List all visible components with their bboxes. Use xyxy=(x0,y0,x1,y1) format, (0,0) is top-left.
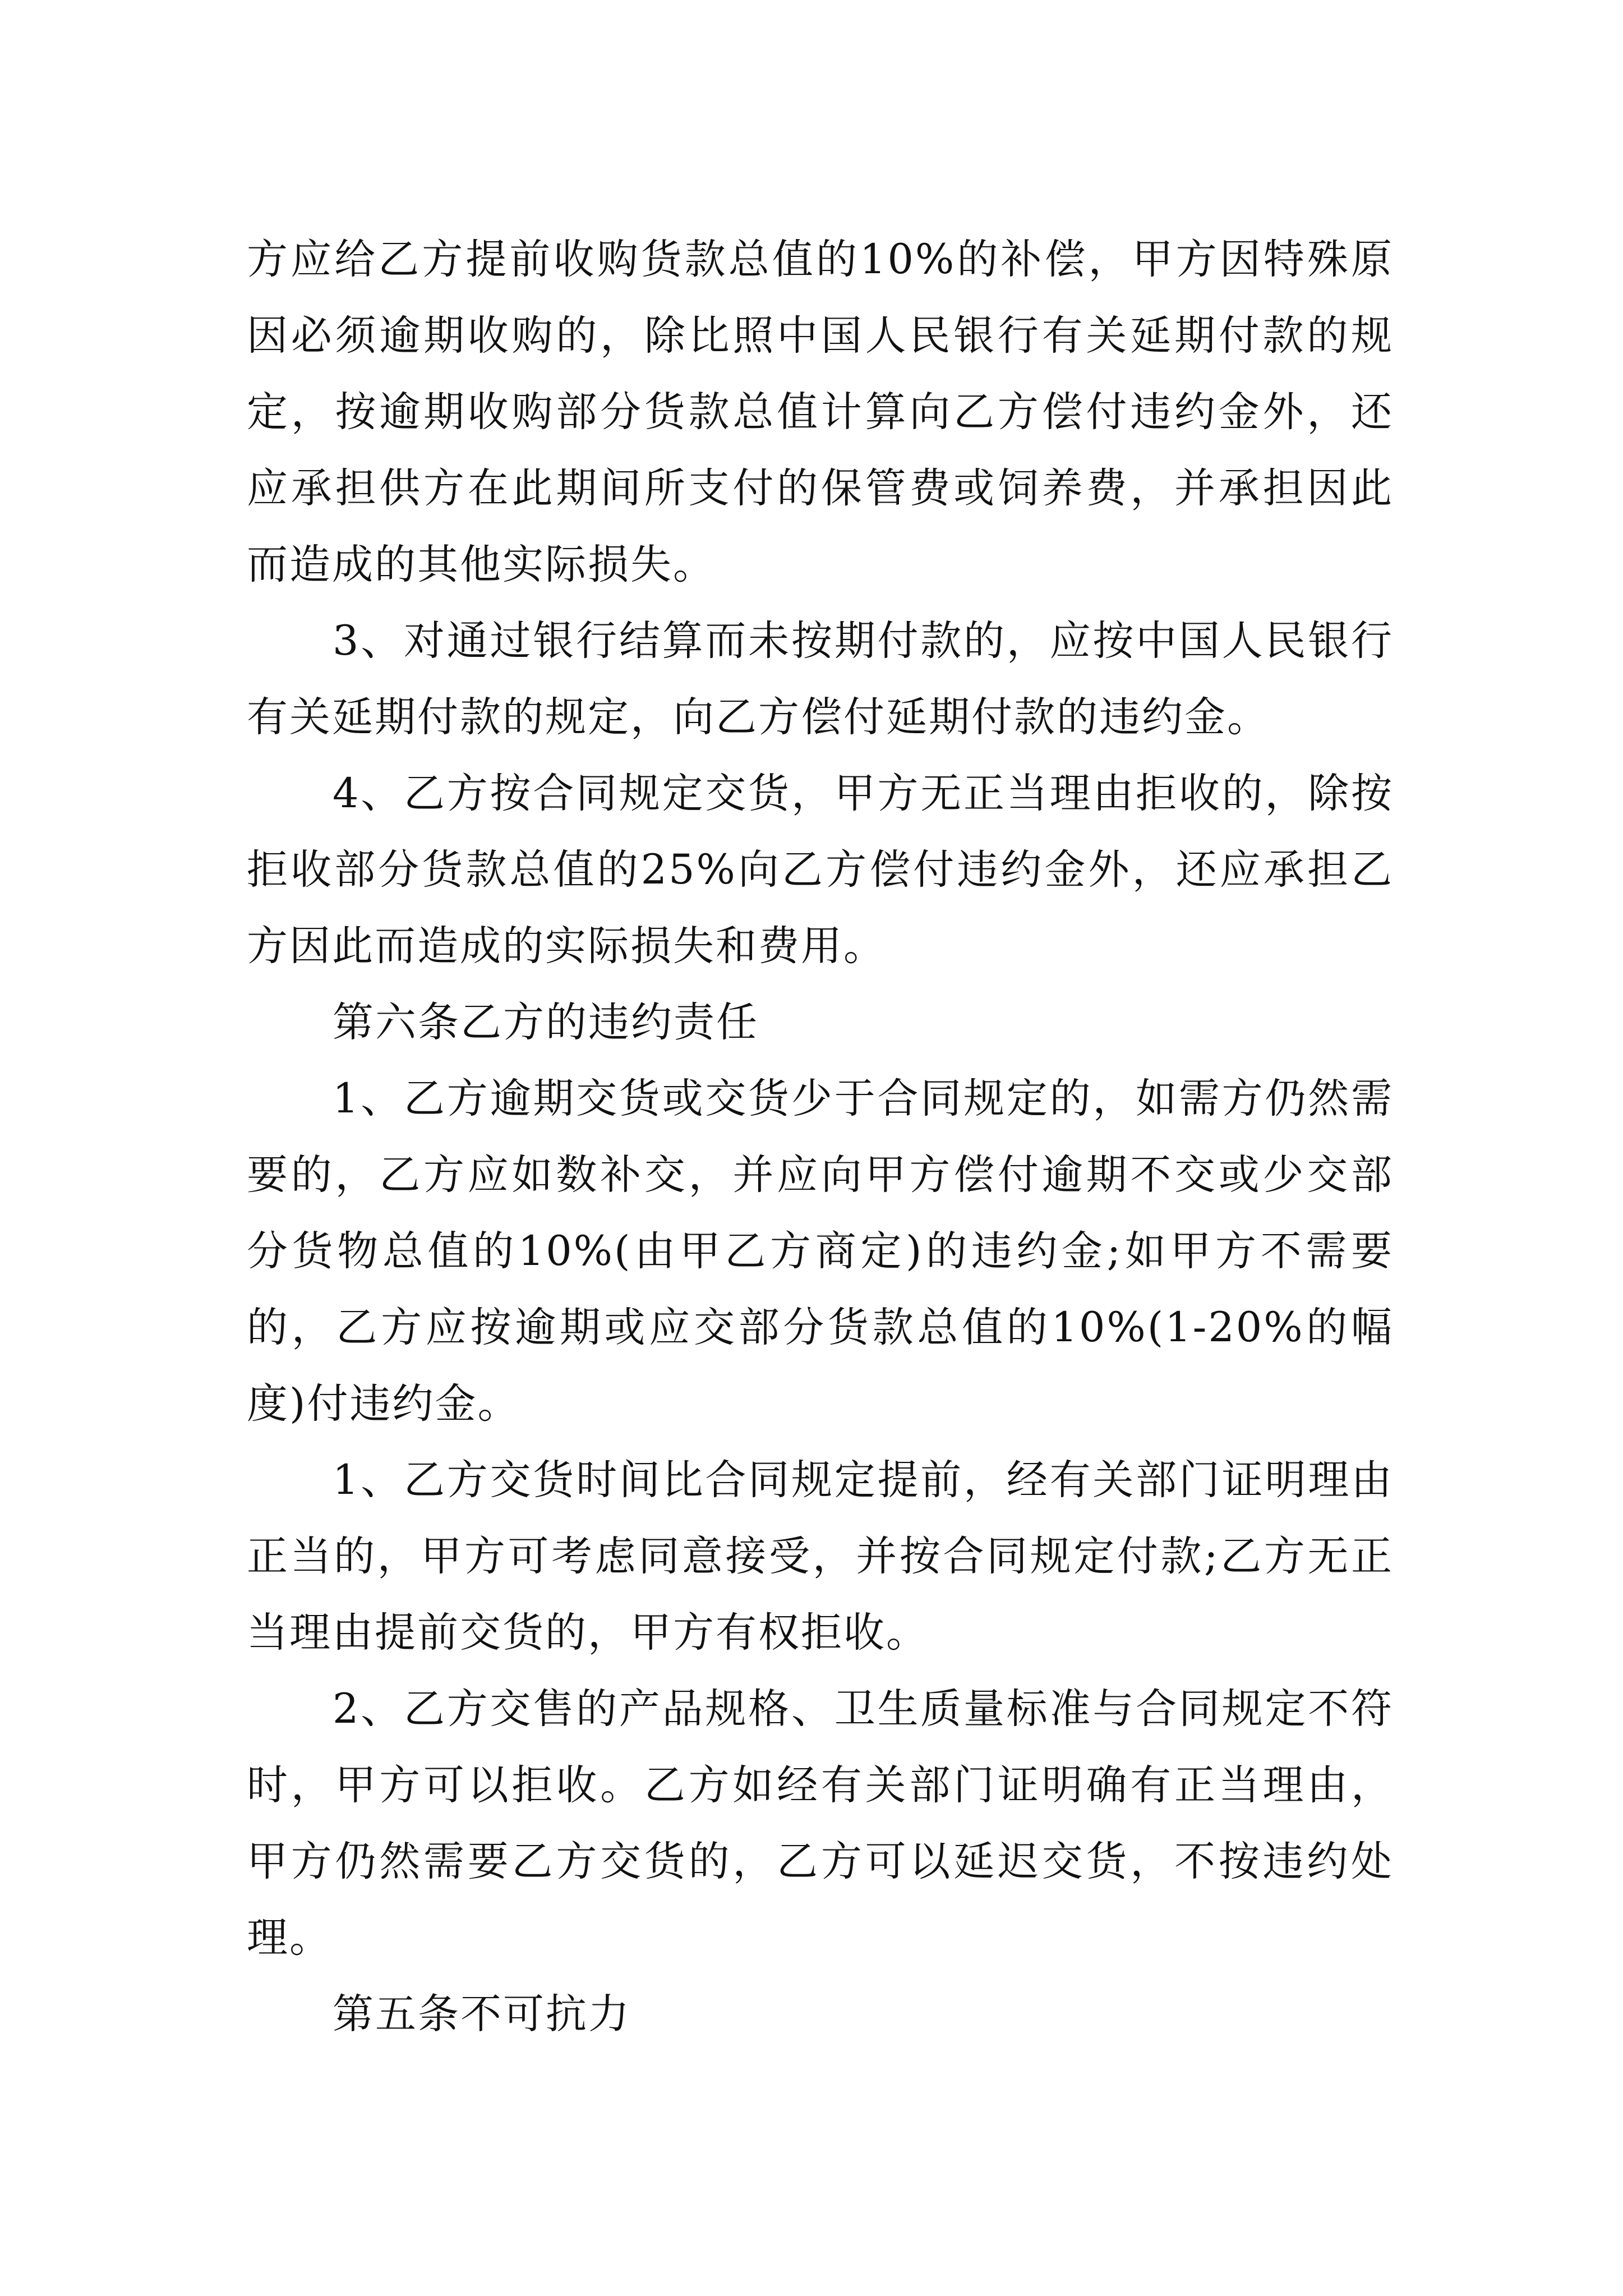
paragraph-clause-1b: 1、乙方交货时间比合同规定提前，经有关部门证明理由正当的，甲方可考虑同意接受，并按合同规定付款;乙方无正当理由提前交货的，甲方有权拒收。 xyxy=(247,1456,1394,1657)
paragraph-clause-3: 3、对通过银行结算而未按期付款的，应按中国人民银行有关延期付款的规定，向乙方偿付延期付款的违约金。 xyxy=(247,617,1394,741)
document-page xyxy=(247,222,1394,2053)
paragraph-clause-1a: 1、乙方逾期交货或交货少于合同规定的，如需方仍然需要的，乙方应如数补交，并应向甲方偿付逾期不交或少交部分货物总值的10%(由甲乙方商定)的违约金;如甲方不需要的，乙方应按逾期或应交部分货款总值的10%(1-20%的幅度)付违约金。 xyxy=(247,1075,1394,1428)
section-heading-article-6: 第六条乙方的违约责任 xyxy=(333,999,759,1046)
section-heading-article-5: 第五条不可抗力 xyxy=(333,1990,631,2038)
paragraph-continuation: 方应给乙方提前收购货款总值的10%的补偿，甲方因特殊原因必须逾期收购的，除比照中国人民银行有关延期付款的规定，按逾期收购部分货款总值计算向乙方偿付违约金外，还应承担供方在此期间所支付的保管费或饲养费，并承担因此而造成的其他实际损失。 xyxy=(247,236,1394,588)
paragraph-clause-2: 2、乙方交售的产品规格、卫生质量标准与合同规定不符时，甲方可以拒收。乙方如经有关部门证明确有正当理由，甲方仍然需要乙方交货的，乙方可以延迟交货，不按违约处理。 xyxy=(247,1685,1394,1962)
paragraph-clause-4: 4、乙方按合同规定交货，甲方无正当理由拒收的，除按拒收部分货款总值的25%向乙方偿付违约金外，还应承担乙方因此而造成的实际损失和费用。 xyxy=(247,770,1394,970)
